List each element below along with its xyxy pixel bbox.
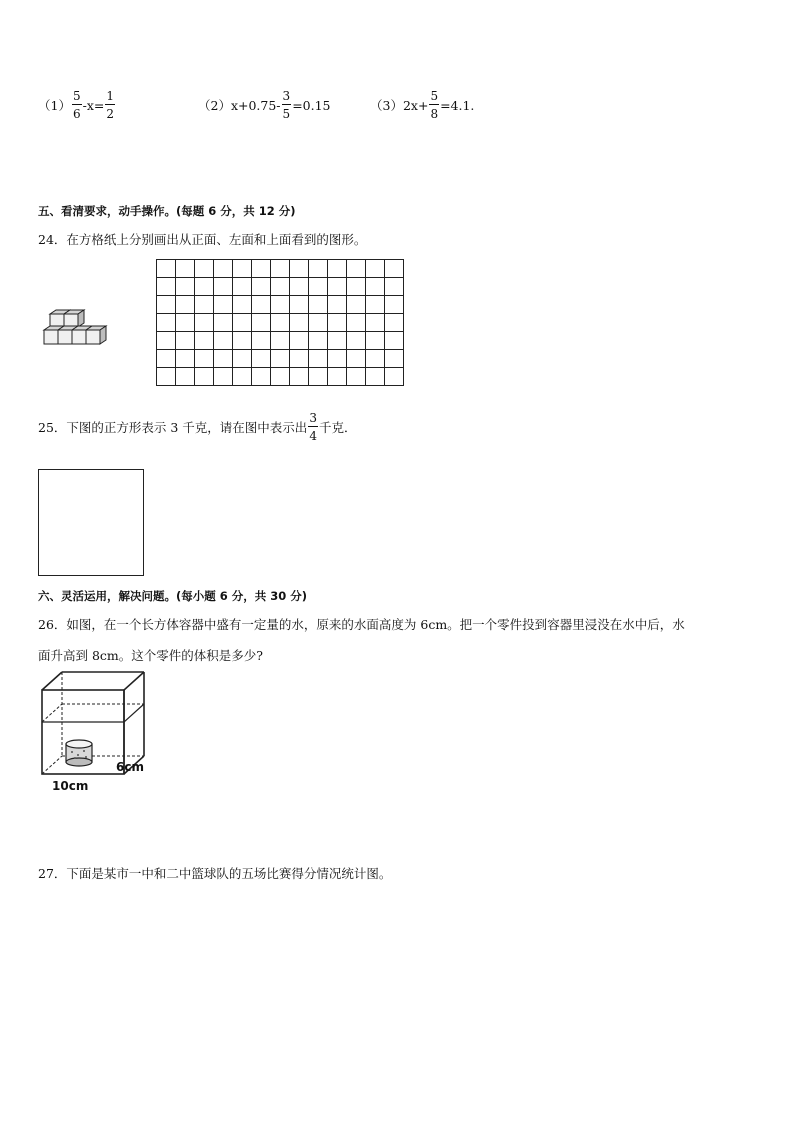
grid-cell[interactable] bbox=[290, 260, 309, 278]
grid-cell[interactable] bbox=[157, 332, 176, 350]
fraction-numerator: 5 bbox=[430, 89, 439, 103]
grid-cell[interactable] bbox=[290, 350, 309, 368]
figure-label-6cm: 6cm bbox=[116, 760, 144, 774]
grid-cell[interactable] bbox=[347, 296, 366, 314]
grid-cell[interactable] bbox=[309, 296, 328, 314]
grid-cell[interactable] bbox=[214, 278, 233, 296]
container-figure bbox=[40, 668, 150, 794]
grid-cell[interactable] bbox=[271, 296, 290, 314]
grid-cell[interactable] bbox=[252, 332, 271, 350]
grid-cell[interactable] bbox=[195, 278, 214, 296]
grid-cell[interactable] bbox=[195, 314, 214, 332]
grid-cell[interactable] bbox=[252, 278, 271, 296]
grid-cell[interactable] bbox=[157, 350, 176, 368]
grid-cell[interactable] bbox=[366, 314, 385, 332]
grid-cell[interactable] bbox=[366, 296, 385, 314]
grid-cell[interactable] bbox=[385, 368, 404, 386]
grid-cell[interactable] bbox=[271, 314, 290, 332]
grid-cell[interactable] bbox=[290, 332, 309, 350]
grid-cell[interactable] bbox=[176, 332, 195, 350]
equation-index: （3） bbox=[370, 98, 403, 113]
grid-cell[interactable] bbox=[176, 260, 195, 278]
grid-cell[interactable] bbox=[309, 314, 328, 332]
grid-cell[interactable] bbox=[328, 278, 347, 296]
grid-cell[interactable] bbox=[328, 332, 347, 350]
grid-cell[interactable] bbox=[252, 260, 271, 278]
grid-cell[interactable] bbox=[385, 350, 404, 368]
grid-cell[interactable] bbox=[271, 332, 290, 350]
grid-cell[interactable] bbox=[290, 314, 309, 332]
question-26-line-1: 26．如图，在一个长方体容器中盛有一定量的水，原来的水面高度为 6cm。把一个零件投到容器里浸没在水中后，水 bbox=[38, 617, 685, 632]
grid-cell[interactable] bbox=[385, 278, 404, 296]
question-26-line-2: 面升高到 8cm。这个零件的体积是多少? bbox=[38, 648, 263, 663]
fraction-numerator: 3 bbox=[282, 89, 291, 103]
fraction-denominator: 4 bbox=[309, 429, 317, 443]
fraction-denominator: 6 bbox=[72, 107, 81, 121]
grid-cell[interactable] bbox=[233, 296, 252, 314]
fraction bbox=[282, 90, 292, 120]
grid-cell[interactable] bbox=[214, 350, 233, 368]
grid-cell[interactable] bbox=[328, 296, 347, 314]
grid-cell[interactable] bbox=[328, 350, 347, 368]
grid-cell[interactable] bbox=[157, 278, 176, 296]
equation-text: x+0.75- bbox=[230, 97, 281, 113]
grid-cell[interactable] bbox=[309, 332, 328, 350]
grid-cell[interactable] bbox=[195, 296, 214, 314]
grid-cell[interactable] bbox=[195, 332, 214, 350]
grid-cell[interactable] bbox=[195, 260, 214, 278]
question-25-text: 25．下图的正方形表示 3 千克，请在图中表示出 bbox=[38, 420, 308, 435]
grid-cell[interactable] bbox=[290, 278, 309, 296]
fraction bbox=[105, 90, 115, 120]
grid-cell[interactable] bbox=[195, 350, 214, 368]
section-6-heading: 六、灵活运用，解决问题。(每小题 6 分，共 30 分) bbox=[38, 589, 308, 603]
grid-cell[interactable] bbox=[366, 278, 385, 296]
fraction-numerator: 1 bbox=[106, 89, 114, 103]
grid-cell[interactable] bbox=[347, 332, 366, 350]
figure-label-10cm: 10cm bbox=[52, 779, 89, 793]
equation-text: =4.1. bbox=[440, 97, 475, 113]
answer-square[interactable] bbox=[38, 469, 144, 576]
question-27: 27．下面是某市一中和二中篮球队的五场比赛得分情况统计图。 bbox=[38, 866, 392, 881]
cube-stack-figure bbox=[40, 308, 120, 352]
equation-3 bbox=[370, 90, 474, 120]
grid-cell[interactable] bbox=[176, 350, 195, 368]
fraction-numerator: 3 bbox=[309, 411, 317, 425]
equation-index: （1） bbox=[38, 98, 71, 113]
equation-1 bbox=[38, 90, 116, 120]
grid-cell[interactable] bbox=[271, 260, 290, 278]
grid-cell[interactable] bbox=[328, 314, 347, 332]
grid-cell[interactable] bbox=[252, 368, 271, 386]
grid-cell[interactable] bbox=[233, 350, 252, 368]
grid-cell[interactable] bbox=[233, 260, 252, 278]
grid-cell[interactable] bbox=[309, 350, 328, 368]
question-25 bbox=[38, 412, 356, 442]
grid-cell[interactable] bbox=[271, 278, 290, 296]
grid-cell[interactable] bbox=[366, 368, 385, 386]
grid-cell[interactable] bbox=[385, 314, 404, 332]
grid-cell[interactable] bbox=[252, 314, 271, 332]
fraction bbox=[308, 412, 318, 442]
grid-cell[interactable] bbox=[233, 278, 252, 296]
equation-index: （2） bbox=[198, 98, 231, 113]
grid-cell[interactable] bbox=[252, 350, 271, 368]
grid-cell[interactable] bbox=[252, 296, 271, 314]
grid-cell[interactable] bbox=[157, 368, 176, 386]
grid-cell[interactable] bbox=[328, 260, 347, 278]
fraction-numerator: 5 bbox=[72, 89, 81, 103]
grid-cell[interactable] bbox=[157, 314, 176, 332]
grid-cell[interactable] bbox=[347, 350, 366, 368]
grid-cell[interactable] bbox=[271, 368, 290, 386]
grid-cell[interactable] bbox=[309, 368, 328, 386]
question-24: 24．在方格纸上分别画出从正面、左面和上面看到的图形。 bbox=[38, 232, 367, 247]
grid-cell[interactable] bbox=[290, 296, 309, 314]
grid-cell[interactable] bbox=[271, 350, 290, 368]
grid-paper[interactable] bbox=[156, 259, 404, 386]
fraction bbox=[72, 90, 82, 120]
grid-cell[interactable] bbox=[347, 368, 366, 386]
grid-cell[interactable] bbox=[233, 368, 252, 386]
fraction-denominator: 5 bbox=[282, 107, 291, 121]
grid-cell[interactable] bbox=[214, 332, 233, 350]
grid-cell[interactable] bbox=[347, 260, 366, 278]
grid-cell[interactable] bbox=[385, 260, 404, 278]
grid-cell[interactable] bbox=[290, 368, 309, 386]
grid-cell[interactable] bbox=[157, 260, 176, 278]
grid-cell[interactable] bbox=[385, 296, 404, 314]
grid-cell[interactable] bbox=[347, 314, 366, 332]
grid-cell[interactable] bbox=[157, 296, 176, 314]
question-25-unit: 千克． bbox=[318, 420, 357, 435]
equation-2 bbox=[198, 90, 331, 120]
grid-cell[interactable] bbox=[347, 278, 366, 296]
equation-text: =0.15 bbox=[292, 97, 331, 113]
grid-cell[interactable] bbox=[366, 350, 385, 368]
equation-text: 2x+ bbox=[402, 97, 429, 113]
grid-cell[interactable] bbox=[176, 314, 195, 332]
grid-cell[interactable] bbox=[309, 260, 328, 278]
grid-cell[interactable] bbox=[366, 260, 385, 278]
equation-text: -x= bbox=[82, 97, 105, 113]
fraction-denominator: 8 bbox=[430, 107, 439, 121]
grid-cell[interactable] bbox=[214, 368, 233, 386]
grid-cell[interactable] bbox=[214, 314, 233, 332]
grid-cell[interactable] bbox=[233, 332, 252, 350]
section-5-heading: 五、看清要求，动手操作。(每题 6 分，共 12 分) bbox=[38, 204, 296, 218]
grid-cell[interactable] bbox=[328, 368, 347, 386]
grid-cell[interactable] bbox=[309, 278, 328, 296]
grid-cell[interactable] bbox=[214, 296, 233, 314]
grid-cell[interactable] bbox=[214, 260, 233, 278]
grid-cell[interactable] bbox=[176, 278, 195, 296]
grid-cell[interactable] bbox=[176, 296, 195, 314]
grid-cell[interactable] bbox=[176, 368, 195, 386]
grid-cell[interactable] bbox=[195, 368, 214, 386]
fraction bbox=[429, 90, 439, 120]
grid-cell[interactable] bbox=[385, 332, 404, 350]
grid-cell[interactable] bbox=[233, 314, 252, 332]
grid-cell[interactable] bbox=[366, 332, 385, 350]
fraction-denominator: 2 bbox=[106, 107, 114, 121]
